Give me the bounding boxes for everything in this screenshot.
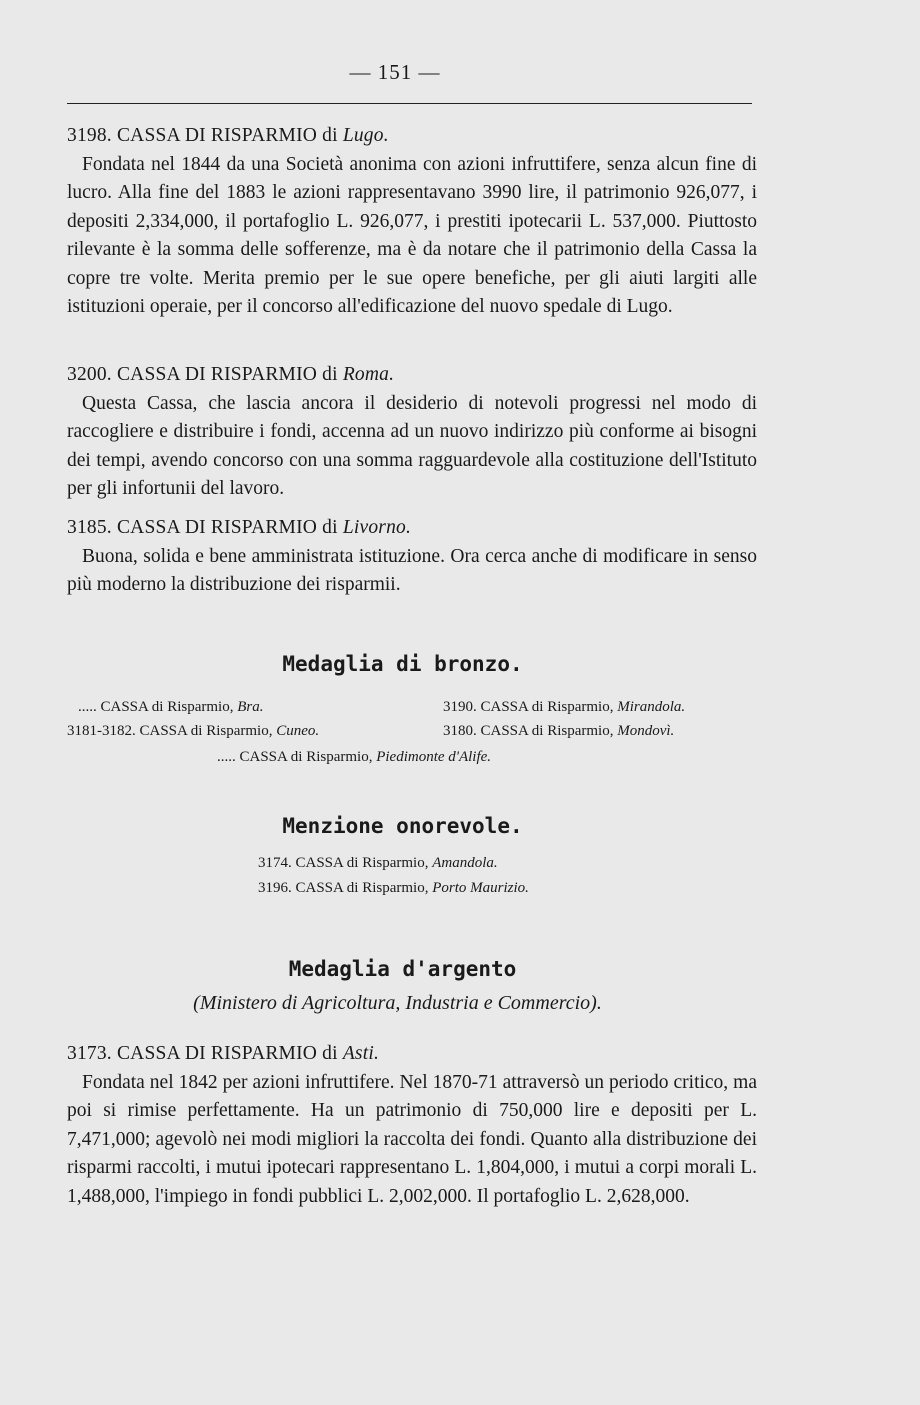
entry-di: di (322, 517, 338, 538)
entry-heading (67, 361, 757, 390)
entry-3173 (67, 1040, 757, 1211)
award-name: CASSA di Risparmio, (239, 749, 373, 765)
award-item (258, 851, 498, 875)
entry-name: CASSA DI RISPARMIO (116, 364, 318, 385)
entry-number: 3198. (67, 125, 112, 146)
award-name: CASSA di Risparmio, (295, 880, 429, 896)
award-location: Mirandola. (617, 699, 686, 715)
entry-location: Livorno. (342, 517, 412, 538)
entry-number: 3173. (67, 1043, 112, 1064)
entry-location: Lugo. (342, 125, 389, 146)
entry-location: Roma. (342, 364, 395, 385)
entry-di: di (322, 125, 338, 146)
award-item (217, 745, 491, 769)
award-number: 3181-3182. (67, 723, 136, 739)
award-number: ..... (217, 749, 236, 765)
award-item (258, 876, 529, 900)
page-number: — 151 — (349, 60, 441, 84)
entry-heading (67, 1040, 757, 1069)
entry-body: Fondata nel 1842 per azioni infruttifere. Nel 1870-71 attraversò un periodo critico, ma poi si rimise perfettamente. Ha un patrimonio di 750,000 lire e depositi per L. 7,471,000; agevolò nei modi migliori la raccolta dei fondi. Quanto alla distribuzione dei risparmi raccolti, i mutui ipotecari rappresentano L. 1,804,000, i mutui a corpi morali L. 1,488,000, l'impiego in fondi pubblici L. 2,002,000. Il portafoglio L. 2,628,000. (67, 1071, 757, 1207)
award-location: Mondovì. (617, 723, 675, 739)
award-name: CASSA di Risparmio, (295, 855, 429, 871)
entry-body: Questa Cassa, che lascia ancora il desiderio di notevoli progressi nel modo di raccogliere e distribuire i fondi, accenna ad un nuovo indirizzo più conforme ai bisogni dei tempi, avendo concorso con una somma ragguardevole alla costituzione dell'Istituto per gli infortunii del lavoro. (67, 392, 757, 499)
entry-location: Asti. (342, 1043, 380, 1064)
entry-name: CASSA DI RISPARMIO (116, 517, 318, 538)
entry-3185 (67, 514, 757, 600)
entry-body: Fondata nel 1844 da una Società anonima con azioni infruttifere, senza alcun fine di lucro. Alla fine del 1883 le azioni rappresentavano 3990 lire, il patrimonio 926,077, i depositi 2,334,000, il portafoglio L. 926,077, i prestiti ipotecarii L. 537,000. Piuttosto rilevante è la somma delle sofferenze, ma è da notare che il patrimonio della Cassa la copre tre volte. Merita premio per le sue opere benefiche, per gli aiuti largiti alle istituzioni operaie, per il concorso all'edificazione del nuovo spedale di Lugo. (67, 153, 757, 317)
award-location: Bra. (237, 699, 264, 715)
award-name: CASSA di Risparmio, (139, 723, 273, 739)
award-item (78, 695, 263, 719)
entry-body: Buona, solida e bene amministrata istituzione. Ora cerca anche di modificare in senso più moderno la distribuzione dei risparmii. (67, 545, 757, 595)
honorable-mention-title: Menzione onorevole. (282, 814, 523, 838)
award-number: 3196. (258, 880, 292, 896)
award-item (67, 719, 319, 743)
entry-number: 3200. (67, 364, 112, 385)
award-number: 3180. (443, 723, 477, 739)
entry-di: di (322, 364, 338, 385)
bronze-medal-title: Medaglia di bronzo. (282, 652, 523, 676)
award-name: CASSA di Risparmio, (480, 723, 614, 739)
award-number: ..... (78, 699, 97, 715)
award-name: CASSA di Risparmio, (100, 699, 234, 715)
award-item (443, 719, 674, 743)
award-location: Amandola. (432, 855, 498, 871)
entry-name: CASSA DI RISPARMIO (116, 1043, 318, 1064)
entry-di: di (322, 1043, 338, 1064)
award-location: Piedimonte d'Alife. (376, 749, 492, 765)
award-name: CASSA di Risparmio, (480, 699, 614, 715)
header-rule (67, 103, 752, 104)
entry-heading (67, 514, 757, 543)
award-location: Porto Maurizio. (432, 880, 529, 896)
award-number: 3174. (258, 855, 292, 871)
entry-heading (67, 122, 757, 151)
entry-3198 (67, 122, 757, 322)
ministry-line: (Ministero di Agricoltura, Industria e Commercio). (193, 992, 602, 1014)
entry-3200 (67, 361, 757, 504)
entry-number: 3185. (67, 517, 112, 538)
award-location: Cuneo. (276, 723, 320, 739)
silver-medal-title: Medaglia d'argento (288, 957, 517, 981)
award-item (443, 695, 685, 719)
award-number: 3190. (443, 699, 477, 715)
entry-name: CASSA DI RISPARMIO (116, 125, 318, 146)
